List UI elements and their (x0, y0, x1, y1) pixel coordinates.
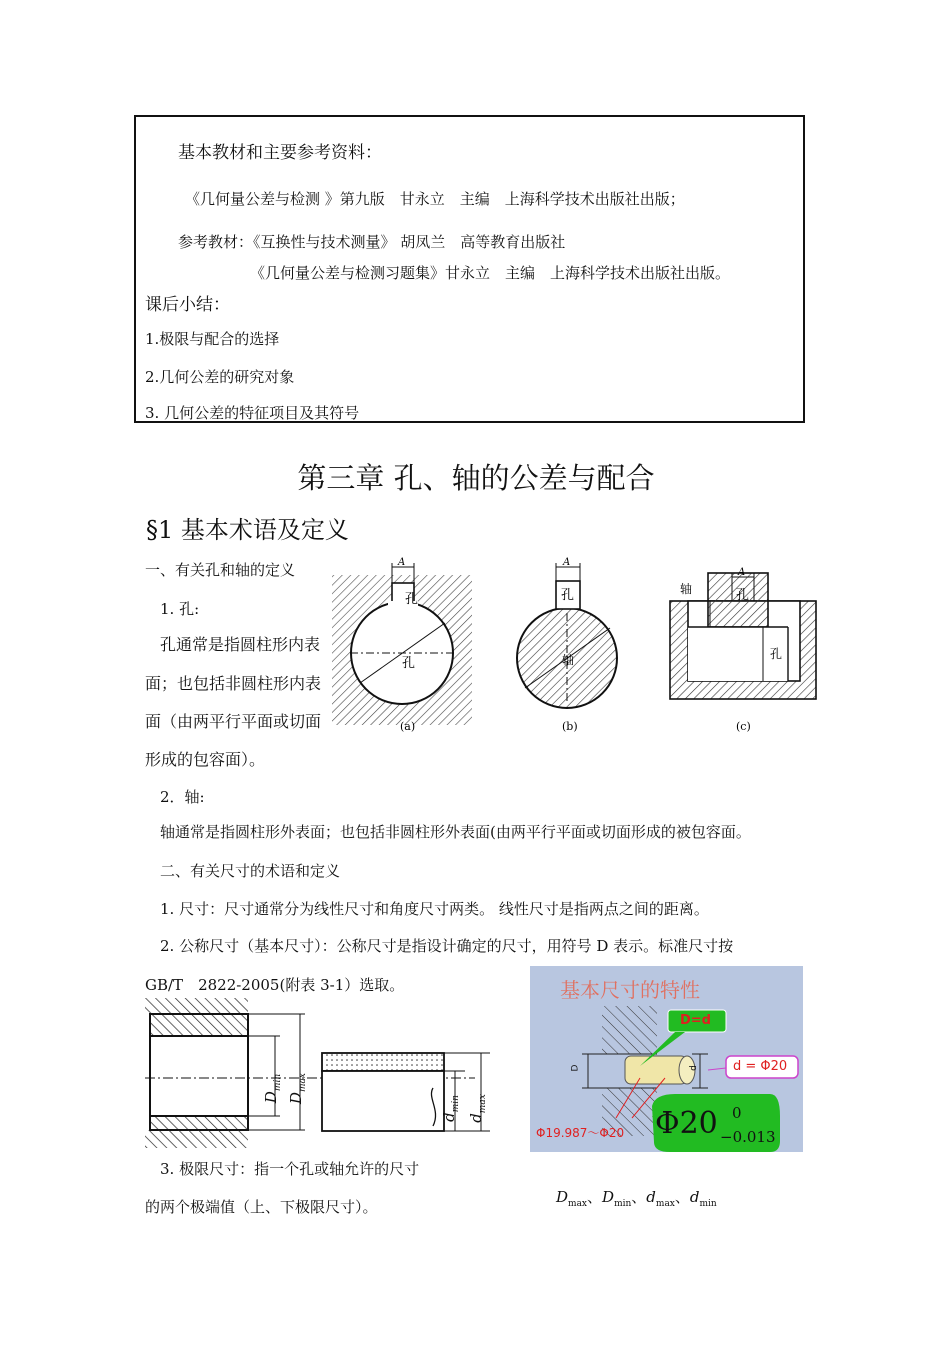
basic-size-figure (530, 966, 803, 1152)
sym-Dmin-letter: D (602, 1188, 615, 1206)
hole-text-3: 面（由两平行平面或切面 (145, 712, 322, 731)
figure-b (517, 563, 617, 708)
fig-c-dim: A (738, 567, 746, 578)
shaft-label: 2．轴: (160, 788, 205, 806)
D-max-sub: max (298, 1072, 309, 1092)
reference-1: 《几何量公差与检测 》第九版 甘永立 主编 上海科学技术出版社出版； (185, 190, 685, 208)
sym-dmax (646, 1188, 675, 1209)
basic-size-title: 基本尺寸的特性 (560, 978, 700, 1002)
reference-2: 参考教材：《互换性与技术测量》 胡凤兰 高等教育出版社 (178, 233, 566, 251)
sym-dmin-sub: min (699, 1199, 717, 1209)
s2-p1: 1. 尺寸：尺寸通常分为线性尺寸和角度尺寸两类。 线性尺寸是指两点之间的距离。 (160, 900, 709, 918)
fig-c-caption: (c) (736, 720, 751, 733)
sym-dmax-sub: max (655, 1199, 675, 1209)
sym-dmin (689, 1188, 717, 1209)
fig-c-shaft: 轴 (680, 582, 693, 596)
fig-b-hole: 孔 (561, 588, 575, 603)
upper-deviation: 0 (732, 1104, 742, 1122)
d-max-label (467, 1094, 488, 1123)
fig-a-hole-top: 孔 (405, 592, 419, 607)
D-min-letter: D (262, 1091, 281, 1104)
sym-Dmin-sub: min (614, 1199, 632, 1209)
D-min-sub: min (273, 1073, 284, 1092)
fig-b-caption: (b) (562, 720, 578, 733)
fig-a-hole-mid: 孔 (402, 656, 416, 671)
fig-a-caption: (a) (400, 720, 416, 733)
summary-item-3: 3. 几何公差的特征项目及其符号 (145, 404, 360, 422)
s1-heading: 一、有关孔和轴的定义 (145, 561, 296, 579)
D-max-label (287, 1073, 308, 1104)
fig-b-shaft: 轴 (562, 653, 575, 667)
sym-Dmax (556, 1188, 588, 1209)
fig-b-dim: A (563, 557, 571, 568)
D-min-label (262, 1074, 283, 1103)
hole-shaft-figure (330, 553, 820, 738)
summary-title: 课后小结： (145, 295, 230, 315)
d-max-sub: max (477, 1094, 488, 1114)
dim-D: D (570, 1064, 581, 1072)
s2-heading: 二、有关尺寸的术语和定义 (160, 862, 341, 880)
figure-a (332, 563, 472, 725)
section-title: §1 基本术语及定义 (146, 516, 349, 544)
summary-item-1: 1.极限与配合的选择 (145, 330, 280, 348)
d-min-label (440, 1095, 461, 1122)
d-max-letter: d (466, 1113, 485, 1123)
fig-c-hole-2: 孔 (770, 647, 783, 661)
sym-Dmax-sub: max (568, 1199, 588, 1209)
bubble-d-eq-20: d = Φ20 (733, 1059, 788, 1074)
sep-2: 、 (631, 1188, 647, 1206)
summary-item-2: 2.几何公差的研究对象 (145, 368, 295, 386)
sym-Dmin (602, 1188, 632, 1209)
limit-size-symbols (556, 1186, 717, 1209)
sep-3: 、 (674, 1188, 690, 1206)
fig-c-hole: 孔 (736, 588, 750, 603)
hole-text-2: 面；也包括非圆柱形内表 (145, 674, 322, 693)
d-min-letter: d (439, 1112, 458, 1122)
hole-label: 1. 孔: (160, 600, 200, 618)
lower-deviation: −0.013 (720, 1128, 776, 1146)
shaft-text: 轴通常是指圆柱形外表面；也包括非圆柱形外表面(由两平行平面或切面形成的被包容面。 (160, 823, 751, 841)
fig-a-dim: A (398, 557, 406, 568)
s2-p2: 2. 公称尺寸（基本尺寸）：公称尺寸是指设计确定的尺寸，用符号 D 表示。标准尺寸按 (160, 937, 734, 955)
reference-3: 《几何量公差与检测习题集》甘永立 主编 上海科学技术出版社出版。 (250, 264, 731, 282)
phi20-big: Φ20 (655, 1106, 718, 1141)
range-label: Φ19.987～Φ20 (536, 1126, 625, 1140)
hole-text-1: 孔通常是指圆柱形内表 (160, 635, 321, 654)
s2-p3: GB/T 2822-2005(附表 3-1）选取。 (145, 976, 405, 994)
sym-dmin-letter: d (689, 1188, 700, 1206)
sep-1: 、 (587, 1188, 603, 1206)
limit-size-figure (145, 998, 490, 1150)
box-heading: 基本教材和主要参考资料： (178, 143, 382, 163)
d-min-sub: min (450, 1095, 461, 1113)
sym-dmax-letter: d (646, 1188, 656, 1206)
bubble-D-eq-d: D=d (680, 1013, 711, 1028)
dim-d: d (688, 1065, 699, 1071)
sym-Dmax-letter: D (556, 1188, 569, 1206)
chapter-title: 第三章 孔、轴的公差与配合 (297, 461, 655, 495)
s2-p4b: 的两个极端值（上、下极限尺寸）。 (145, 1198, 378, 1216)
hole-text-4: 形成的包容面）。 (145, 750, 266, 769)
D-max-letter: D (287, 1091, 306, 1105)
s2-p4a: 3. 极限尺寸：指一个孔或轴允许的尺寸 (160, 1160, 420, 1178)
